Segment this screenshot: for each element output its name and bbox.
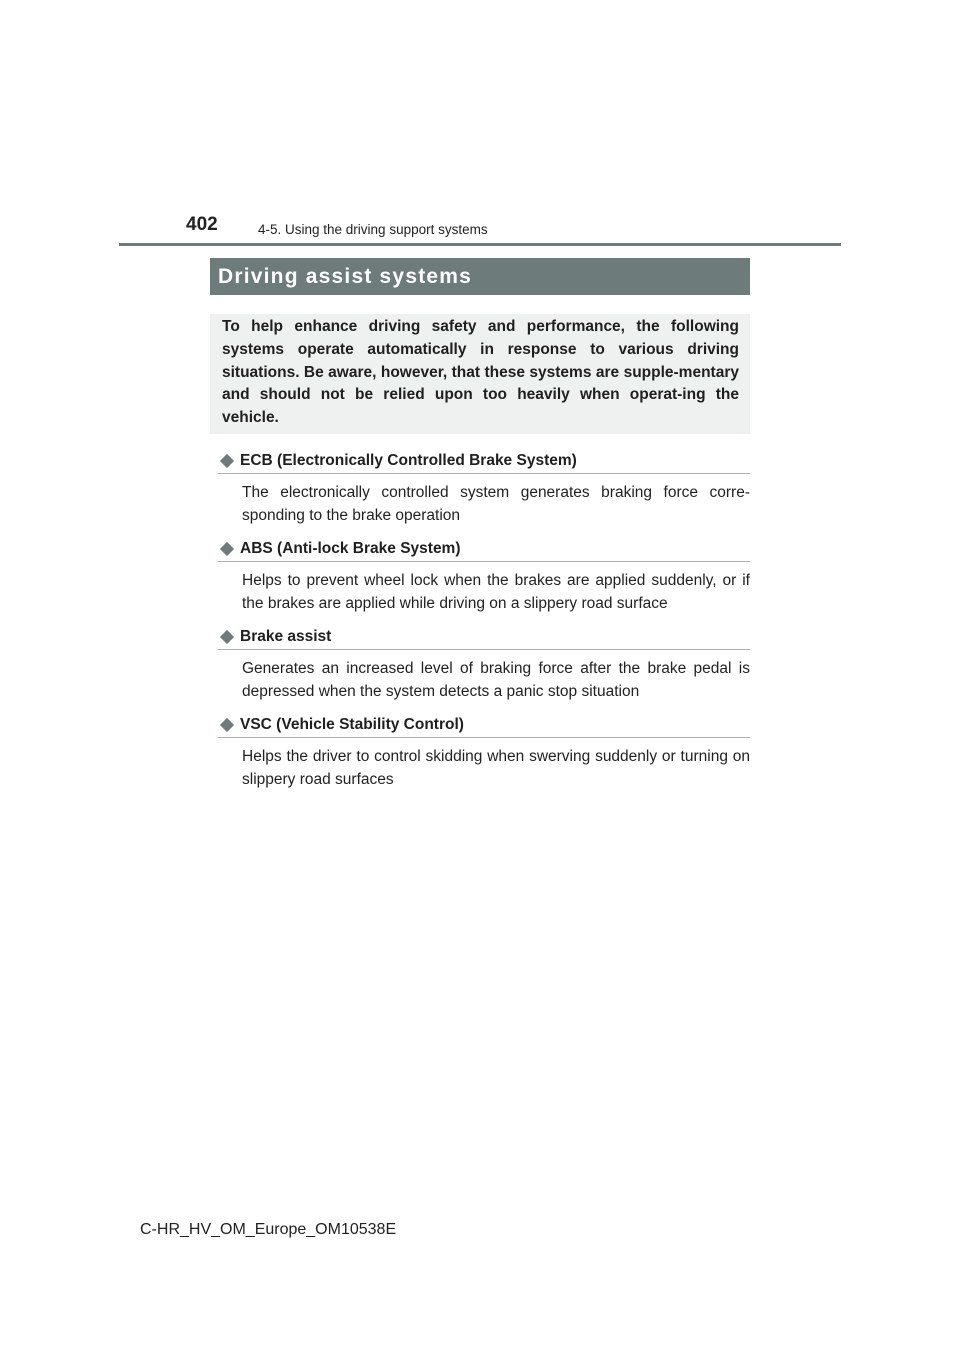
feature-description: Helps to prevent wheel lock when the brakes are applied suddenly, or if the brakes are applied while driving on a slippery road surface [242, 572, 750, 612]
feature-item [218, 536, 750, 615]
diamond-icon [220, 717, 234, 731]
feature-title: VSC (Vehicle Stability Control) [240, 715, 464, 733]
intro-text: To help enhance driving safety and performance, the following systems operate automatically in response to various driving situations. Be aware, however, that these systems are supple-mentary and should not be relied upon too heavily when operat-ing the vehicle. [222, 318, 739, 427]
feature-heading [218, 536, 750, 562]
feature-title: ABS (Anti-lock Brake System) [240, 539, 461, 557]
feature-item [218, 448, 750, 527]
feature-description: The electronically controlled system generates braking force corre-sponding to the brake operation [242, 484, 750, 524]
feature-list [218, 448, 750, 800]
feature-item [218, 712, 750, 791]
feature-description: Helps the driver to control skidding when swerving suddenly or turning on slippery road surfaces [242, 748, 750, 788]
diamond-icon [220, 541, 234, 555]
header-rule [119, 243, 841, 246]
feature-heading [218, 624, 750, 650]
section-title: 4-5. Using the driving support systems [258, 222, 488, 237]
title-banner [210, 258, 750, 295]
feature-title: ECB (Electronically Controlled Brake System) [240, 451, 577, 469]
intro-box [210, 314, 750, 434]
feature-title: Brake assist [240, 627, 332, 645]
feature-heading [218, 712, 750, 738]
feature-description: Generates an increased level of braking force after the brake pedal is depressed when the system detects a panic stop situation [242, 660, 750, 700]
feature-heading [218, 448, 750, 474]
diamond-icon [220, 629, 234, 643]
diamond-icon [220, 453, 234, 467]
banner-title: Driving assist systems [218, 265, 473, 288]
feature-item [218, 624, 750, 703]
page-number: 402 [186, 214, 218, 235]
document-code: C-HR_HV_OM_Europe_OM10538E [140, 1221, 397, 1238]
